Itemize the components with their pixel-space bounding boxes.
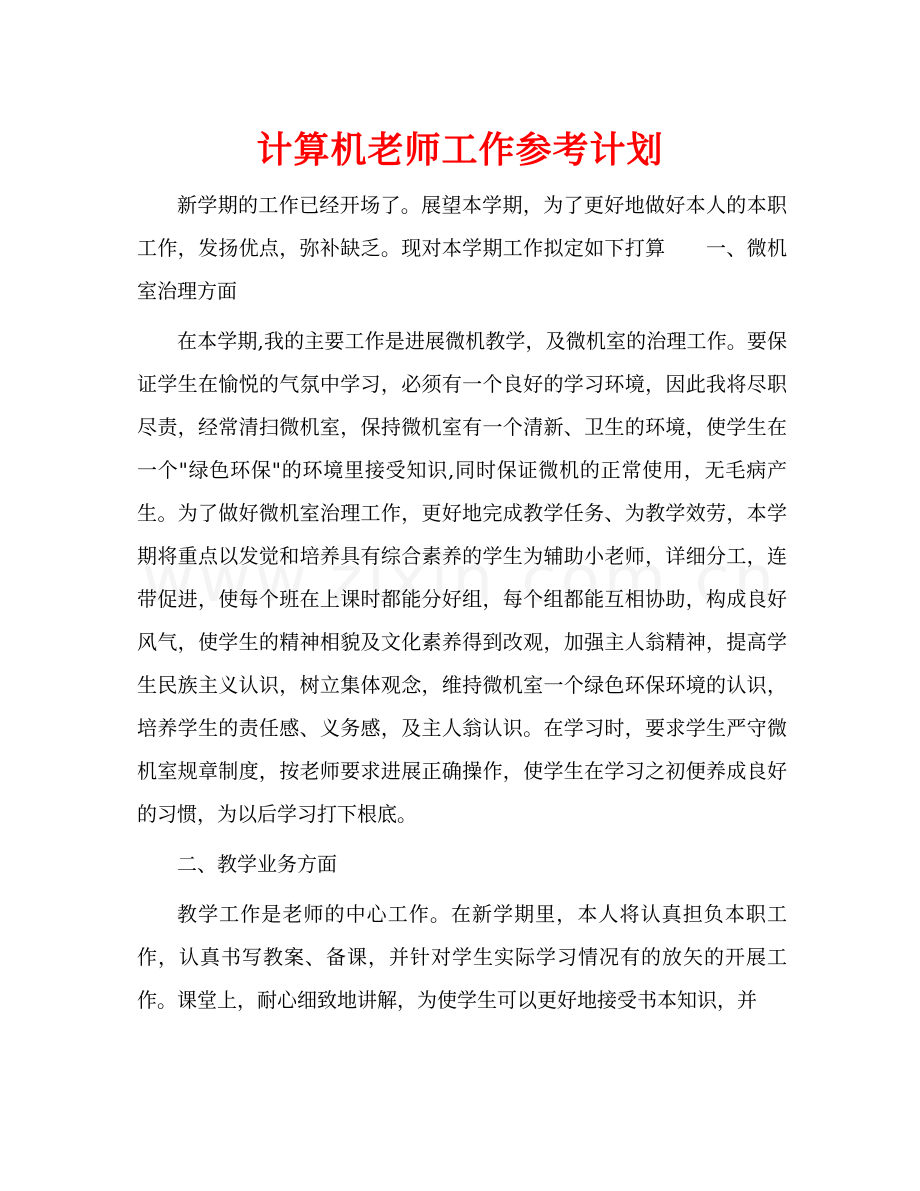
section-heading-teaching: 二、教学业务方面 (177, 852, 337, 876)
document-title: 计算机老师工作参考计划 (256, 130, 664, 171)
paragraph-lab-management: 在本学期,我的主要工作是进展微机教学，及微机室的治理工作。要保证学生在愉悦的气氛中学习，必须有一个良好的学习环境，因此我将尽职尽责，经常清扫微机室，保持微机室有一个清新、卫生的环境，使学生在一个"绿色环保"的环境里接受知识,同时保证微机的正常使用，无毛病产生。为了做好微机室治理工作，更好地完成教学任务、为教学效劳，本学期将重点以发觉和培养具有综合素养的学生为辅助小老师，详细分工，连带促进，使每个班在上课时都能分好组，每个组都能互相协助，构成良好风气，使学生的精神相貌及文化素养得到改观，加强主人翁精神，提高学生民族主义认识，树立集体观念，维持微机室一个绿色环保环境的认识，培养学生的责任感、义务感，及主人翁认识。在学习时，要求学生严守微机室规章制度，按老师要求进展正确操作，使学生在学习之初便养成良好的习惯，为以后学习打下根底。 (137, 329, 787, 826)
document-body (137, 184, 787, 1022)
paragraph-intro: 新学期的工作已经开场了。展望本学期，为了更好地做好本人的本职工作，发扬优点，弥补缺乏。现对本学期工作拟定如下打算 一、微机室治理方面 (137, 193, 787, 303)
paragraph-teaching: 教学工作是老师的中心工作。在新学期里，本人将认真担负本职工作，认真书写教案、备课，并针对学生实际学习情况有的放矢的开展工作。课堂上，耐心细致地讲解，为使学生可以更好地接受书本知识，并 (137, 902, 787, 1012)
